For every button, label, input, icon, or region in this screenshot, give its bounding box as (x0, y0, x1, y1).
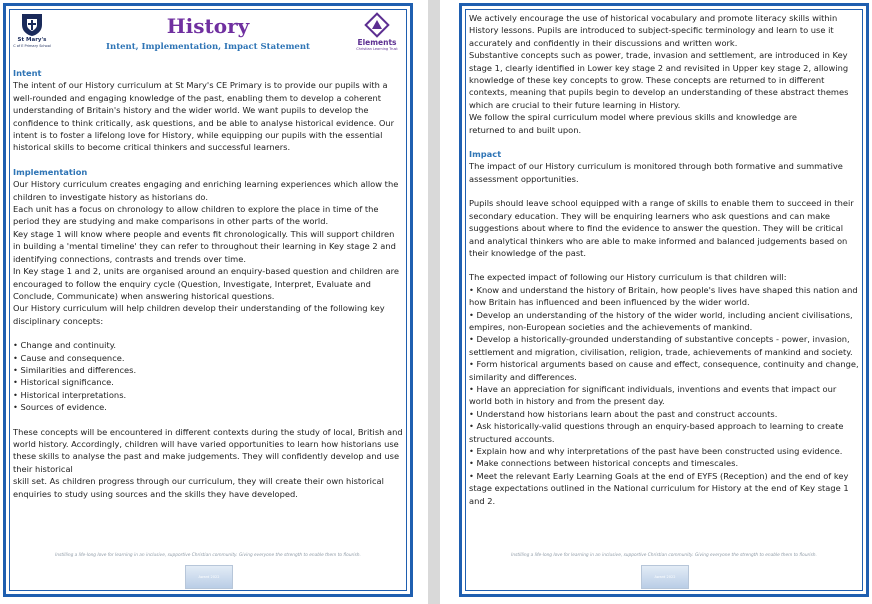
school-logo-subtitle: C of E Primary School (13, 44, 51, 48)
impact-paragraph-2: Pupils should leave school equipped with a range of skills to enable them to succeed in their secondary education. They will be enquiring learners who ask questions and can make suggestions about where to find the evidence to answer the question. They will be critical and analytical thinkers who are able to make informed and balanced judgements based on their knowledge of the past. (469, 198, 854, 258)
list-item: • Know and understand the history of Britain, how people's lives have shaped this nation and how Britain has influenced and been influenced by the wider world. (469, 284, 859, 309)
school-logo (12, 13, 52, 61)
implementation-paragraph-1: Our History curriculum creates engaging and enriching learning experiences which allow the children to investigate history as historians do. (13, 179, 399, 202)
implementation-paragraph-3: Key stage 1 will know where people and events fit chronologically. This will support children in building a 'mental timeline' they can refer to throughout their learning in Key stage 2 and identifying connections, contrasts and trends over time. (13, 228, 396, 264)
intent-paragraph: The intent of our History curriculum at St Mary's CE Primary is to provide our pupils with a well-rounded and engaging knowledge of the past, enabling them to develop a coherent understanding of Britain's history and the wider world. We want pupils to develop the confidence to think critically, ask questions, and be able to analyse historical evidence. Our intent is to foster a lifelong love for History, while equipping our pupils with the essential historical skills to become critical thinkers and successful learners. (13, 80, 395, 153)
page-gap (428, 0, 440, 604)
list-item: • Make connections between historical concepts and timescales. (469, 457, 859, 469)
list-item: • Have an appreciation for significant individuals, inventions and events that impact our world both in history and from the present day. (469, 383, 859, 408)
elements-logo-subtitle: Christian Learning Trust (356, 47, 398, 51)
list-item: • Understand how historians learn about the past and construct accounts. (469, 408, 859, 420)
list-item: • Develop a historically-grounded understanding of substantive concepts - power, invasion, settlement and migration, civilisation, religion, trade, achievements of mankind and society. (469, 333, 859, 358)
impact-heading: Impact (469, 149, 502, 160)
implementation-paragraph-2: Each unit has a focus on chronology to allow children to explore the place in time of the period they are studying and make comparisons in other parts of the world. (13, 204, 379, 227)
page-2-body (469, 12, 859, 507)
vocabulary-paragraph: We actively encourage the use of historical vocabulary and promote literacy skills within History lessons. Pupils are introduced to subject-specific terminology and learn to use it accurately and confidently in their discussions and written work. (469, 13, 838, 48)
substantive-concepts-paragraph: Substantive concepts such as power, trade, invasion and settlement, are introduced in Key stage 1, clearly identified in Lower key stage 2 and revisited in Upper key stage 2, allowing knowledge of these key concepts to grow. These concepts are returned to in different contexts, meaning that pupils begin to develop an understanding of these abstract themes which are crucial to their future learning in History. (469, 50, 849, 110)
school-logo-name: St Mary's (17, 37, 47, 43)
shield-icon (21, 13, 43, 37)
list-item: • Ask historically-valid questions through an enquiry-based approach to learning to create structured accounts. (469, 420, 859, 445)
page-1-body (13, 67, 403, 500)
page-subtitle: Intent, Implementation, Impact Statement (106, 42, 310, 52)
list-item: • Historical significance. (13, 376, 403, 388)
list-item: • Historical interpretations. (13, 389, 403, 401)
implementation-paragraph-7: skill set. As children progress through our curriculum, they will create their own historical enquiries to study using sources and the skills they have developed. (13, 476, 384, 499)
list-item: • Form historical arguments based on cause and effect, consequence, continuity and change, similarity and differences. (469, 358, 859, 383)
list-item: • Cause and consequence. (13, 352, 403, 364)
list-item: • Explain how and why interpretations of the past have been constructed using evidence. (469, 445, 859, 457)
list-item: • Develop an understanding of the history of the wider world, including ancient civilisations, empires, non-European societies and the achievements of mankind. (469, 309, 859, 334)
spiral-curriculum-continued: returned to and built upon. (469, 124, 582, 135)
list-item: • Sources of evidence. (13, 401, 403, 413)
implementation-paragraph-4: In Key stage 1 and 2, units are organised around an enquiry-based question and children are encouraged to follow the enquiry cycle (Question, Investigate, Interpret, Evaluate and Conclude, Communicate) when answering historical questions. (13, 266, 399, 301)
page-1 (0, 0, 416, 600)
footer-motto: Instilling a life-long love for learning in an inclusive, supportive Christian community. Giving everyone the strength to enable them to flourish. (511, 553, 817, 558)
intent-heading: Intent (13, 68, 42, 78)
list-item: • Meet the relevant Early Learning Goals at the end of EYFS (Reception) and the end of key stage expectations outlined in the National curriculum for History at the end of Key stage 1 and 2. (469, 470, 859, 507)
impact-paragraph-1: The impact of our History curriculum is monitored through both formative and summative assessment opportunities. (469, 161, 843, 184)
page-title: History (166, 14, 250, 38)
list-item: • Change and continuity. (13, 339, 403, 351)
footer-award-badge: Award 2022 (641, 565, 689, 589)
spiral-curriculum-paragraph: We follow the spiral curriculum model where previous skills and knowledge are (469, 112, 798, 123)
implementation-paragraph-6: These concepts will be encountered in different contexts during the study of local, British and world history. Accordingly, children will have varied opportunities to learn how historians use these skills to analyse the past and make judgements. They will confidently develop and use their historical (13, 426, 403, 474)
page-2 (456, 0, 872, 600)
footer-award-badge: Award 2022 (185, 565, 233, 589)
diamond-logo-icon (364, 12, 390, 38)
concepts-list (13, 339, 403, 413)
implementation-heading: Implementation (13, 166, 88, 177)
footer-motto: Instilling a life-long love for learning in an inclusive, supportive Christian community. Giving everyone the strength to enable them to flourish. (55, 553, 361, 558)
list-item: • Similarities and differences. (13, 364, 403, 376)
elements-trust-logo (352, 12, 402, 62)
implementation-paragraph-5: Our History curriculum will help children develop their understanding of the following key disciplinary concepts: (13, 303, 385, 326)
outcomes-list (469, 284, 859, 507)
impact-paragraph-3: The expected impact of following our History curriculum is that children will: (469, 272, 787, 283)
elements-logo-name: Elements (357, 38, 397, 47)
